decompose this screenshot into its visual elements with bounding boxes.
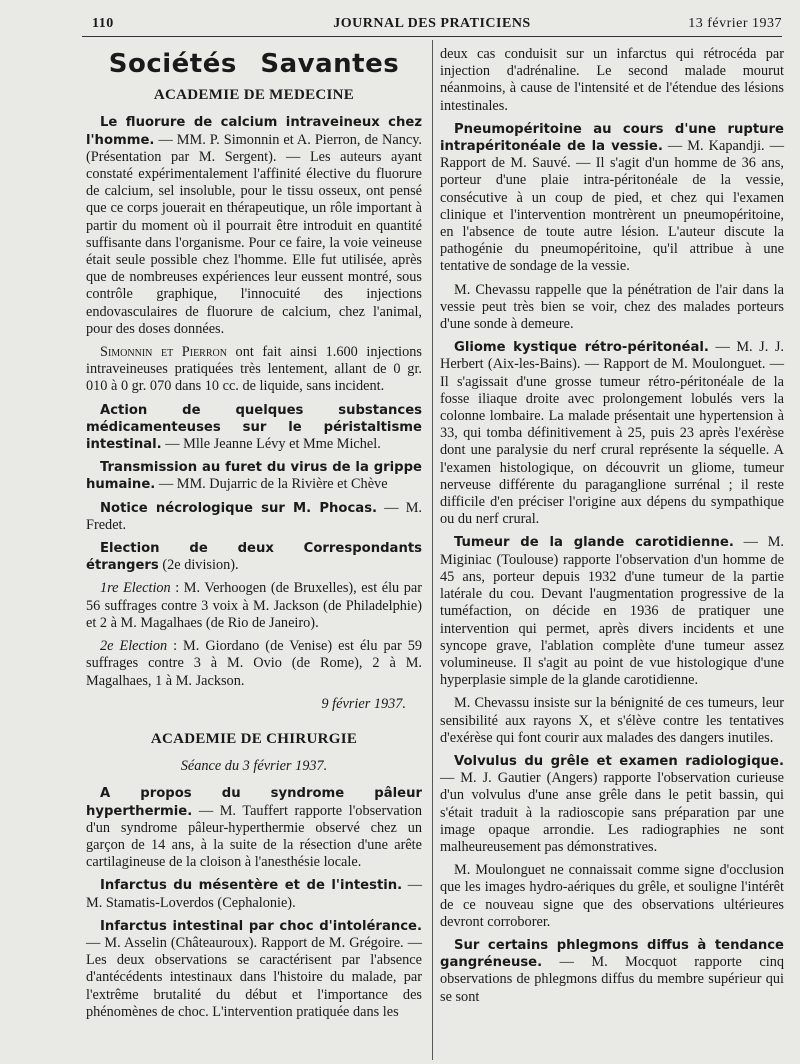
article-election xyxy=(86,540,422,574)
election-label: 1re Election xyxy=(100,580,171,597)
article-fluorure-results xyxy=(86,344,422,396)
article-body: — M. Asselin (Châteauroux). Rapport de M. Grégoire. — Les deux observations se caractérisent par l'absence d'antécédents intestinaux dans l'histoire du malade, par l'extrême brutalité du début et l'importance des phénomènes de choc. L'intervention pratiquée dans les xyxy=(86,934,422,1020)
article-phlegmons xyxy=(440,937,784,1006)
election-text: : M. Verhoogen (de Bruxelles), est élu par 56 suffrages contre 3 voix à M. Jackson (de Philadelphie) et 2 à M. Magalhaes (de Rio de Janeiro). xyxy=(86,580,422,631)
article-title: Election de deux Correspondants étrangers xyxy=(86,541,422,574)
article-body: — M. J. J. Herbert (Aix-les-Bains). — Rapport de M. Moulonguet. — Il s'agissait d'une grosse tumeur rétro-péritonéale de la fosse iliaque droite avec prolongement lobulés vers la colonne lombaire. La malade présentait une hypertension à 33, qui tomba définitivement à 25, puis 23 après l'exérèse dont une paralysie du nerf crural représente la séquelle. A l'examen histologique, on découvrit un gliome, tumeur nerveuse différente du paraganglione surrénal ; il reste difficile d'en préciser l'origine aux dépens du sympathique ou du nerf crural. xyxy=(440,339,784,528)
article-grippe xyxy=(86,459,422,493)
article-necrologie xyxy=(86,500,422,534)
page-number: 110 xyxy=(92,16,114,31)
article-body: Les auteurs ayant constaté expérimentalement l'affinité élective du fluorure de calcium, sel insoluble, pour le tissu osseux, ont pensé que ce corps jouerait en thérapeutique, un rôle important à partir du moment où il pourrait être introduit en quantité suffisante dans l'organisme. Pour ce faire, la voie veineuse était seule possible chez l'homme. Elle fut utilisée, après que de nombreuses expériences leur eussent montré, sous contrôle graphique, l'innocuité des injections endovasculaires de fluorure de calcium, chez l'animal, pour des doses données. xyxy=(86,148,422,337)
article-title: Tumeur de la glande carotidienne. xyxy=(454,535,734,551)
article-authors: — MM. Dujarric de la Rivière et Chève xyxy=(155,476,388,493)
article-title: Action de quelques substances médicamenteuses sur le péristaltisme intestinal. xyxy=(86,402,422,453)
article-gliome xyxy=(440,339,784,528)
article-body: — M. Miginiac (Toulouse) rapporte l'observation d'un homme de 45 ans, porteur depuis 1932 d'une tumeur de la partie latérale du cou. Devant l'augmentation progressive de la tuméfaction, on décide en 1936 de pratiquer une intervention qui permet, après divers incidents et une syncope grave, l'ablation complète d'une tumeur assez volumineuse. Il s'agit au point de vue histologique d'une hyperplasie simple de la glande carotidienne. xyxy=(440,534,784,689)
article-title: Sur certains phlegmons diffus à tendance gangréneuse. xyxy=(440,937,784,971)
journal-title: JOURNAL DES PRATICIENS xyxy=(333,16,531,31)
article-volvulus xyxy=(440,753,784,856)
session-date: 9 février 1937. xyxy=(321,695,406,712)
article-title: Volvulus du grêle et examen radiologique. xyxy=(454,753,784,769)
article-title: Transmission au furet du virus de la grippe humaine. xyxy=(86,460,422,493)
article-body: — M. Mocquot rapporte cinq observations de phlegmons diffus du membre supérieur qui se sont xyxy=(440,954,784,1005)
section-title: Sociétés Savantes xyxy=(108,49,400,79)
article-infarctus xyxy=(86,918,422,1021)
column-divider xyxy=(432,40,433,1060)
issue-date: 13 février 1937 xyxy=(688,16,782,31)
article-body: — M. J. Gautier (Angers) rapporte l'observation curieuse d'un volvulus d'une anse grêle dans le petit bassin, qui s'était traduit à la radioscopie sans préparation par une image opaque arrondie. Les radiographies ne sont malheureusement pas démonstratives. xyxy=(440,770,784,855)
page-header xyxy=(82,14,782,36)
author-names: Simonnin et Pierron xyxy=(100,344,227,361)
article-title: Le fluorure de calcium intraveineux chez l'homme. xyxy=(86,115,422,148)
left-column xyxy=(86,46,422,1027)
article-body: — M. Tauffert rapporte l'observation d'un syndrome pâleur-hyperthermie observé chez un garçon de 14 ans, à la suite de la résection d'une arête cartilagineuse de la cloison à l'anesthésie locale. xyxy=(86,802,422,871)
article-fluorure xyxy=(86,114,422,338)
article-body: ont fait ainsi 1.600 injections intraveineuses pratiquées très lentement, allant de 0 gr. 010 à 0 gr. 070 dans 10 cc. de liquide, sans incident. xyxy=(86,344,422,395)
article-mesentere xyxy=(86,877,422,911)
article-authors: — M. Stamatis-Loverdos (Cephalonie). xyxy=(86,877,423,911)
article-volvulus-comment: M. Moulonguet ne connaissait comme signe d'occlusion que les images hydro-aériques du grêle, et souligne l'intérêt de ce nouveau signe que des observations ultérieures devront corroborer. xyxy=(440,862,784,930)
article-authors: — Mlle Jeanne Lévy et Mme Michel. xyxy=(161,436,381,453)
article-authors: — M. Fredet. xyxy=(86,499,423,533)
article-title: Infarctus intestinal par choc d'intolérance. xyxy=(100,918,422,934)
election-first xyxy=(86,580,422,632)
academy-heading-medecine: ACADEMIE DE MEDECINE xyxy=(153,87,355,104)
article-pneumoperitoine-comment: M. Chevassu rappelle que la pénétration de l'air dans la vessie peut très bien se voir, chez des malades porteurs d'une sonde à demeure. xyxy=(440,281,784,333)
election-second xyxy=(86,638,422,690)
article-title: Infarctus du mésentère et de l'intestin. xyxy=(100,878,403,894)
seance-date: Séance du 3 février 1937. xyxy=(180,758,328,775)
article-carotidienne-comment: M. Chevassu insiste sur la bénignité de ces tumeurs, leur sensibilité aux rayons X, et s'élève contre les tentatives d'exérèse qui font courir aux malades des dangers inutiles. xyxy=(440,695,784,746)
article-infarctus-continued: deux cas conduisit sur un infarctus qui rétrocéda par injection d'adrénaline. Le second malade mourut néanmoins, à cause de l'intensité et de l'étendue des lésions intestinales. xyxy=(440,46,784,114)
article-body: — M. Kapandji. — Rapport de M. Sauvé. — Il s'agit d'un homme de 36 ans, porteur d'une plaie intra-péritonéale de la vessie, consécutive à un coup de pied, et chez qui l'examen clinique et l'intervention montrèrent un pneumopéritoine, en l'absence de toute autre lésion. L'auteur discute la pathogénie du pneumopéritoine, qu'il attribue à une tentative de sondage de la vessie. xyxy=(440,138,784,275)
article-title: Gliome kystique rétro-péritonéal. xyxy=(454,340,709,356)
article-paleur xyxy=(86,785,422,871)
header-rule xyxy=(82,36,782,37)
election-text: : M. Giordano (de Venise) est élu par 59 suffrages contre 3 à M. Ovio (de Rome), 2 à M. Magalhaes, 1 à M. Jackson. xyxy=(86,638,422,689)
article-peristaltisme xyxy=(86,402,422,454)
article-carotidienne xyxy=(440,534,784,689)
article-title: Notice nécrologique sur M. Phocas. xyxy=(100,500,378,516)
article-title: Pneumopéritoine au cours d'une rupture intrapéritonéale de la vessie. xyxy=(440,121,784,155)
article-title: A propos du syndrome pâleur hyperthermie. xyxy=(86,786,422,819)
academy-heading-chirurgie: ACADEMIE DE CHIRURGIE xyxy=(150,730,358,747)
right-column xyxy=(440,46,784,1012)
election-label: 2e Election xyxy=(100,638,168,655)
article-subtitle: (2e division). xyxy=(162,557,239,574)
article-pneumoperitoine xyxy=(440,121,784,276)
article-authors: — MM. P. Simonnin et A. Pierron, de Nancy. (Présentation par M. Sergent). — xyxy=(86,131,422,165)
